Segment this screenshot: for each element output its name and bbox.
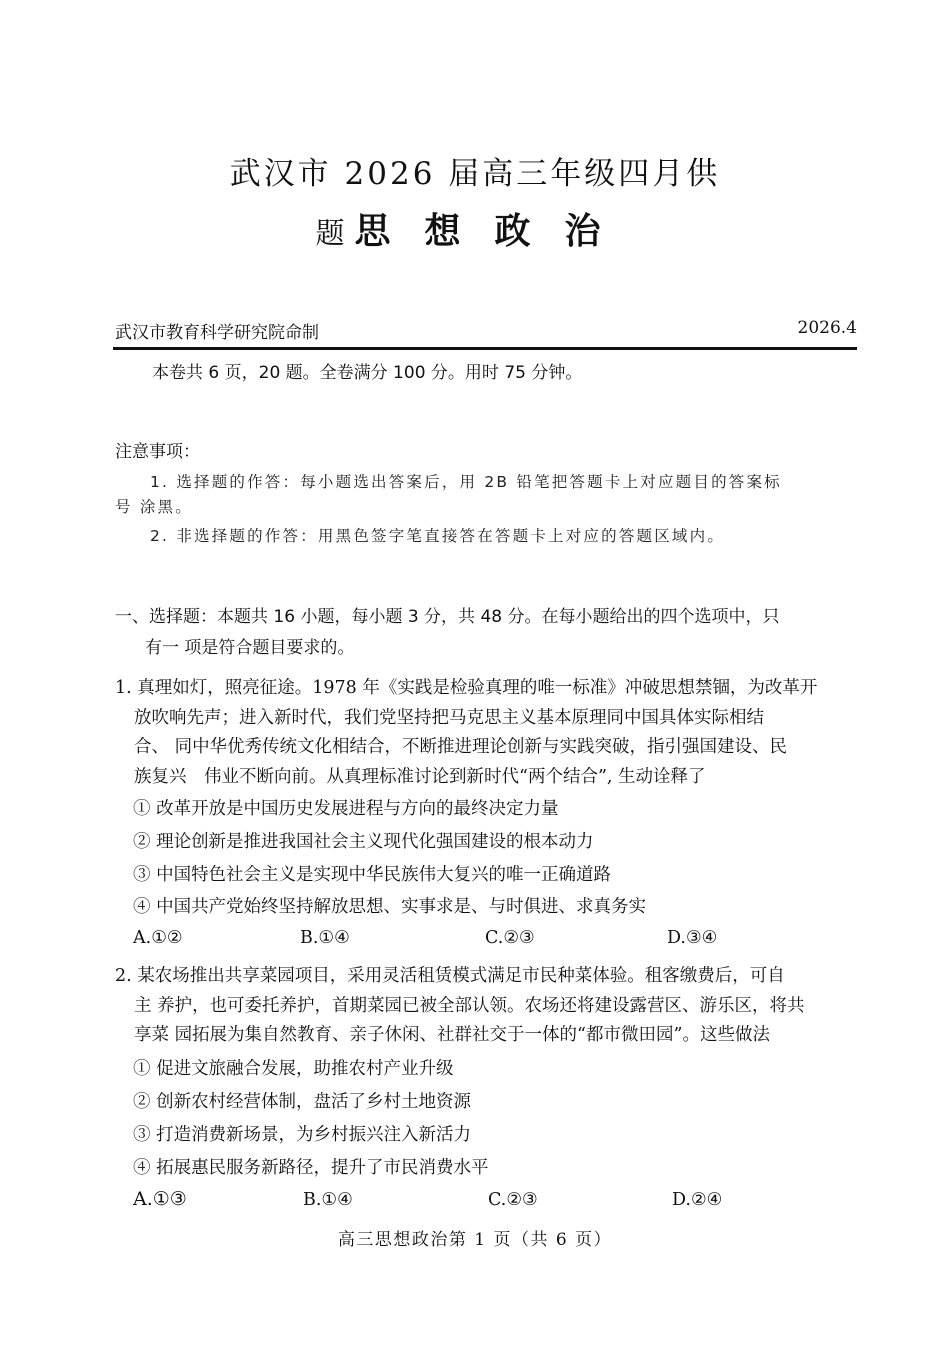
notice-item-2: 2. 非选择题的作答：用黑色签字笔直接答在答题卡上对应的答题区域内。 — [150, 527, 726, 545]
notice-title: 注意事项： — [115, 442, 200, 462]
exam-intro: 本卷共 6 页，20 题。全卷满分 100 分。用时 75 分钟。 — [152, 363, 583, 383]
question-1-choice-d: D.③④ — [667, 928, 718, 948]
question-1-option-2: ② 理论创新是推进我国社会主义现代化强国建设的根本动力 — [133, 832, 594, 852]
section-heading — [115, 602, 855, 664]
section-line-2: 有一 项是符合题目要求的。 — [145, 638, 355, 658]
notice-item-1-cont: 号 涂黑。 — [115, 498, 193, 516]
title-prefix: 题 — [315, 216, 345, 250]
exam-title: 武汉市 2026 届高三年级四月供 — [229, 156, 721, 192]
org-line — [115, 318, 857, 343]
question-2-option-3: ③ 打造消费新场景，为乡村振兴注入新活力 — [133, 1125, 472, 1145]
question-2-option-2: ② 创新农村经营体制，盘活了乡村土地资源 — [133, 1092, 472, 1112]
question-1-option-3: ③ 中国特色社会主义是实现中华民族伟大复兴的唯一正确道路 — [133, 865, 612, 885]
exam-subject-line — [0, 203, 950, 254]
stem-line: 1. 真理如灯，照亮征途。1978 年《实践是检验真理的唯一标准》冲破思想禁锢，为改革开 — [115, 678, 818, 698]
subject-name: 思想政治 — [354, 211, 635, 252]
question-2-option-1: ① 促进文旅融合发展，助推农村产业升级 — [133, 1059, 454, 1079]
stem-line: 2. 某农场推出共享菜园项目，采用灵活租赁模式满足市民种菜体验。租客缴费后，可自 — [115, 966, 785, 986]
stem-line: 享菜 园拓展为集自然教育、亲子休闲、社群社交于一体的“都市微田园”。这些做法 — [134, 1025, 770, 1045]
stem-line: 合、 同中华优秀传统文化相结合，不断推进理论创新与实践突破，指引强国建设、民 — [134, 737, 788, 757]
header-rule — [113, 347, 857, 350]
question-2-choice-b: B.①④ — [303, 1190, 353, 1210]
exam-date: 2026.4 — [797, 318, 857, 338]
page-footer: 高三思想政治第 1 页（共 6 页） — [337, 1230, 613, 1250]
question-1-stem — [115, 674, 860, 792]
question-1-choice-b: B.①④ — [300, 928, 350, 948]
question-2-choice-a: A.①③ — [133, 1188, 187, 1210]
section-line-1: 一、选择题：本题共 16 小题，每小题 3 分，共 48 分。在每小题给出的四个选项中，只 — [115, 607, 780, 627]
question-2-choice-c: C.②③ — [488, 1190, 538, 1210]
organization: 武汉市教育科学研究院命制 — [115, 323, 319, 343]
question-2-choice-d: D.②④ — [672, 1190, 723, 1210]
question-1-choice-a: A.①② — [133, 928, 183, 948]
question-2-option-4: ④ 拓展惠民服务新路径，提升了市民消费水平 — [133, 1158, 489, 1178]
question-1-option-1: ① 改革开放是中国历史发展进程与方向的最终决定力量 — [133, 799, 559, 819]
question-1-option-4: ④ 中国共产党始终坚持解放思想、实事求是、与时俱进、求真务实 — [133, 897, 647, 917]
question-1-choice-c: C.②③ — [485, 928, 535, 948]
stem-line: 族复兴 伟业不断向前。从真理标准讨论到新时代“两个结合”, 生动诠释了 — [134, 766, 706, 787]
stem-line: 主 养护，也可委托养护，首期菜园已被全部认领。农场还将建设露营区、游乐区，将共 — [134, 995, 805, 1016]
question-2-stem — [115, 962, 860, 1051]
notice-item-1: 1. 选择题的作答：每小题选出答案后，用 2B 铅笔把答题卡上对应题目的答案标 — [150, 473, 782, 491]
stem-line: 放吹响先声；进入新时代，我们党坚持把马克思主义基本原理同中国具体实际相结 — [134, 707, 764, 728]
